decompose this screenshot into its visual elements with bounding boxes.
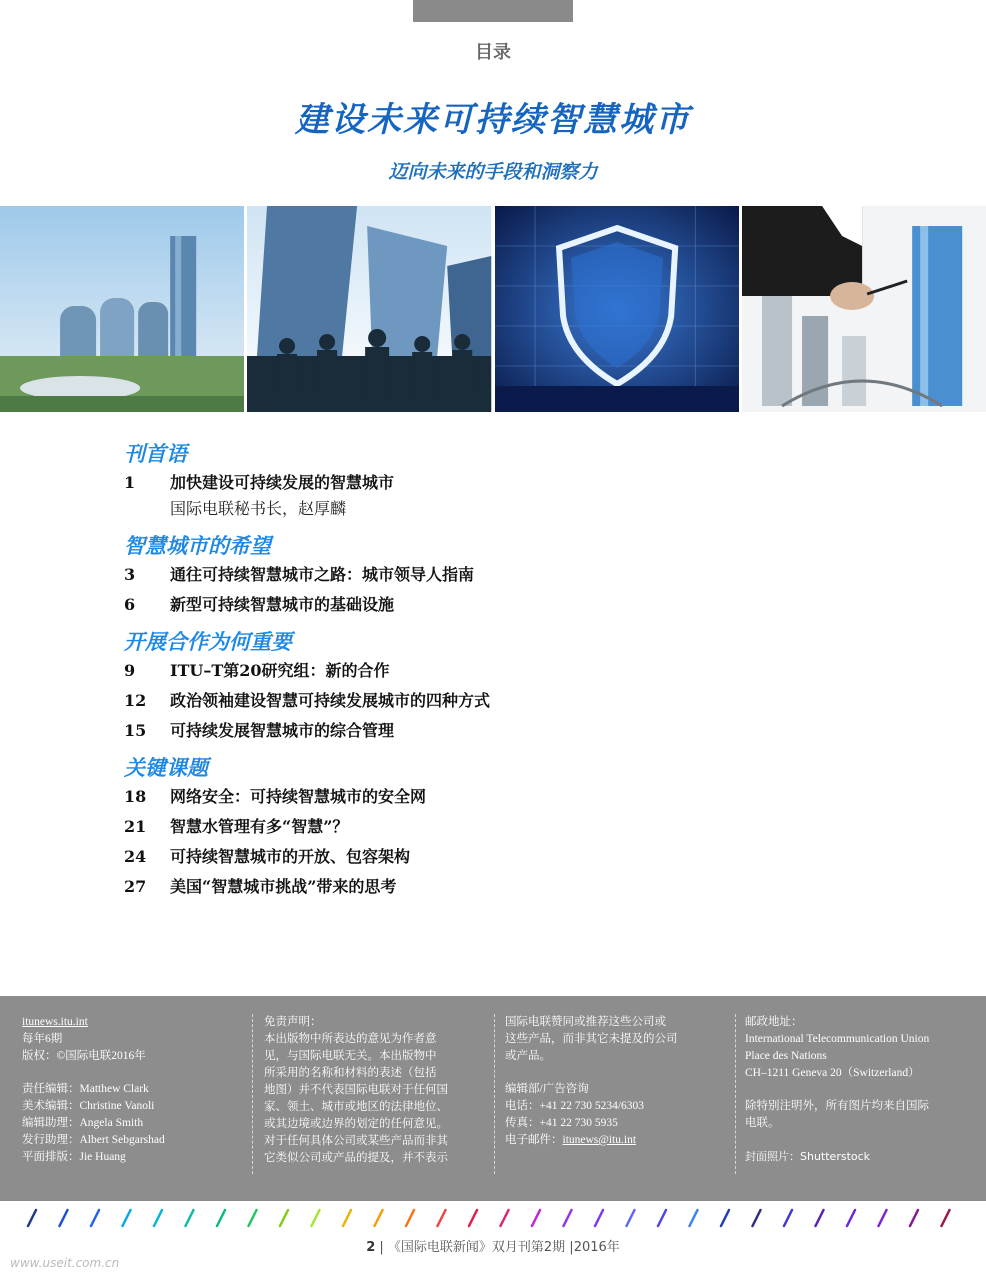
section-heading: 刊首语	[124, 442, 187, 466]
staff-line: 编辑助理：Angela Smith	[22, 1117, 144, 1129]
toc-entry[interactable]	[124, 842, 884, 872]
stripe-mark	[595, 1210, 603, 1226]
toc-entry-title: 可持续发展智慧城市的综合管理	[170, 721, 395, 740]
stripe-mark	[532, 1210, 540, 1226]
header-tab-bar	[413, 0, 573, 22]
toc-entry-title: 智慧水管理有多“智慧”？	[170, 817, 349, 836]
toc-entry-title: 政治领袖建设智慧可持续发展城市的四种方式	[170, 691, 491, 710]
watermark-text: www.useit.com.cn	[10, 1256, 120, 1270]
staff-line: 发行助理：Albert Sebgarshad	[22, 1134, 165, 1146]
footer-col-contact	[505, 1014, 730, 1149]
photo-note-line: 除特别注明外，所有图片均来自国际	[745, 1100, 929, 1112]
address-heading: 邮政地址：	[745, 1016, 803, 1028]
stripe-mark	[280, 1210, 288, 1226]
toc-entry[interactable]	[124, 716, 884, 746]
disclaimer-line: 它类似公司或产品的提及，并不表示	[264, 1152, 448, 1164]
photo-strip	[0, 206, 986, 412]
stripe-mark	[438, 1210, 446, 1226]
toc-entry-title: 可持续智慧城市的开放、包容架构	[170, 847, 411, 866]
toc-entry-title: 新型可持续智慧城市的基础设施	[170, 595, 395, 614]
address-line: International Telecommunication Union	[745, 1033, 930, 1045]
stripe-mark	[658, 1210, 666, 1226]
toc-page-number: 1	[124, 473, 136, 492]
disclaimer-line: 家、领土、城市或地区的法律地位、	[264, 1101, 448, 1113]
stripe-mark	[721, 1210, 729, 1226]
stripe-mark	[312, 1210, 320, 1226]
toc-page-number: 3	[124, 565, 136, 584]
stripe-mark	[501, 1210, 509, 1226]
stripe-mark	[60, 1210, 68, 1226]
business-people-silhouette-photo	[247, 206, 491, 412]
toc-page-number: 21	[124, 817, 147, 836]
toc-entry[interactable]	[124, 812, 884, 842]
disclaimer-line: 本出版物中所表达的意见为作者意	[264, 1033, 437, 1045]
disclaimer-line: 见，与国际电联无关。本出版物中	[264, 1050, 437, 1062]
stripe-mark	[753, 1210, 761, 1226]
page-footer	[0, 1236, 986, 1255]
cyber-shield-photo	[495, 206, 739, 412]
stripe-mark	[627, 1210, 635, 1226]
toc-page-number: 12	[124, 691, 147, 710]
stripe-mark	[154, 1210, 162, 1226]
toc-entry-title: 美国“智慧城市挑战”带来的思考	[170, 877, 397, 896]
section-heading: 关键课题	[124, 756, 208, 780]
toc-label: 目录	[475, 42, 511, 63]
toc-page-number: 15	[124, 721, 147, 740]
staff-line: 责任编辑：Matthew Clark	[22, 1083, 149, 1095]
city-skyline-photo	[0, 206, 244, 412]
address-line: Place des Nations	[745, 1050, 827, 1062]
stripe-mark	[249, 1210, 257, 1226]
stripe-mark	[28, 1210, 36, 1226]
publication-name: 《国际电联新闻》双月刊第2期 |2016年	[387, 1240, 620, 1255]
page-title: 建设未来可持续智慧城市	[295, 100, 691, 140]
disclaimer-line: 对于任何具体公司或某些产品而非其	[264, 1135, 448, 1147]
toc-entry[interactable]	[124, 872, 884, 902]
fax-text: 传真：+41 22 730 5935	[505, 1117, 618, 1129]
disclaimer-line: 这些产品，而非其它未提及的公司	[505, 1033, 678, 1045]
staff-line: 平面排版：Jie Huang	[22, 1151, 126, 1163]
disclaimer-line: 免责声明：	[264, 1016, 322, 1028]
stripe-mark	[375, 1210, 383, 1226]
toc-page-number: 6	[124, 595, 136, 614]
email-label: 电子邮件：	[505, 1134, 563, 1146]
cover-credit: 封面照片：Shutterstock	[745, 1150, 871, 1163]
footer-col-publication	[22, 1014, 242, 1166]
stripe-mark	[91, 1210, 99, 1226]
toc-entry[interactable]	[124, 686, 884, 716]
site-link[interactable]: itunews.itu.int	[22, 1016, 88, 1028]
stripe-mark	[343, 1210, 351, 1226]
stripe-mark	[469, 1210, 477, 1226]
toc-entry[interactable]	[124, 656, 884, 686]
footer-divider	[252, 1014, 254, 1174]
toc-entry-title: 网络安全：可持续智慧城市的安全网	[170, 787, 427, 806]
toc-entry-title: 通往可持续智慧城市之路：城市领导人指南	[170, 565, 475, 584]
section-heading: 智慧城市的希望	[124, 534, 271, 558]
footer-col-disclaimer	[264, 1014, 489, 1167]
footer-divider	[494, 1014, 496, 1174]
staff-line: 美术编辑：Christine Vanoli	[22, 1100, 155, 1112]
phone-text: 电话：+41 22 730 5234/6303	[505, 1100, 645, 1112]
photo-note-line: 电联。	[745, 1117, 780, 1129]
disclaimer-line: 或产品。	[505, 1050, 551, 1062]
stripe-mark	[910, 1210, 918, 1226]
stripe-mark	[879, 1210, 887, 1226]
toc-entry-author: 国际电联秘书长，赵厚麟	[170, 499, 347, 518]
stripe-mark	[784, 1210, 792, 1226]
page-footer-separator: |	[379, 1240, 388, 1255]
stripe-mark	[942, 1210, 950, 1226]
contact-heading: 编辑部/广告咨询	[505, 1083, 589, 1095]
frequency-text: 每年6期	[22, 1033, 63, 1045]
toc-entry[interactable]	[124, 590, 884, 620]
toc-page-number: 24	[124, 847, 147, 866]
email-link[interactable]: itunews@itu.int	[562, 1134, 637, 1146]
toc-entry[interactable]	[124, 560, 884, 590]
toc-entry-title: 加快建设可持续发展的智慧城市	[170, 473, 395, 492]
disclaimer-line: 或其边境或边界的划定的任何意见。	[264, 1118, 448, 1130]
footer-col-address	[745, 1014, 975, 1165]
address-line: CH–1211 Geneva 20（Switzerland）	[745, 1067, 920, 1079]
toc-entry[interactable]	[124, 468, 884, 498]
copyright-text: 版权：©国际电联2016年	[22, 1050, 146, 1062]
toc-entry-title: ITU–T第20研究组：新的合作	[170, 661, 390, 680]
page-number: 2	[366, 1240, 376, 1255]
stripe-mark	[564, 1210, 572, 1226]
disclaimer-line: 地图）并不代表国际电联对于任何国	[264, 1084, 448, 1096]
toc-page-number: 18	[124, 787, 147, 806]
table-of-contents	[124, 440, 884, 902]
page-subtitle: 迈向未来的手段和洞察力	[388, 161, 598, 183]
stripe-mark	[690, 1210, 698, 1226]
disclaimer-line: 国际电联赞同或推荐这些公司或	[505, 1016, 666, 1028]
stripe-mark	[406, 1210, 414, 1226]
stripe-mark	[217, 1210, 225, 1226]
stripe-mark	[847, 1210, 855, 1226]
toc-page-number: 9	[124, 661, 136, 680]
footer-divider	[735, 1014, 737, 1174]
email-line	[505, 1132, 730, 1149]
toc-entry[interactable]	[124, 782, 884, 812]
color-stripe-decoration	[20, 1208, 970, 1228]
footer-info-panel	[0, 996, 986, 1201]
toc-page-number: 27	[124, 877, 147, 896]
section-heading: 开展合作为何重要	[124, 630, 292, 654]
stripe-mark	[123, 1210, 131, 1226]
stripe-mark	[816, 1210, 824, 1226]
businessman-drawing-city-photo	[742, 206, 986, 412]
disclaimer-line: 所采用的名称和材料的表述（包括	[264, 1067, 437, 1079]
stripe-mark	[186, 1210, 194, 1226]
